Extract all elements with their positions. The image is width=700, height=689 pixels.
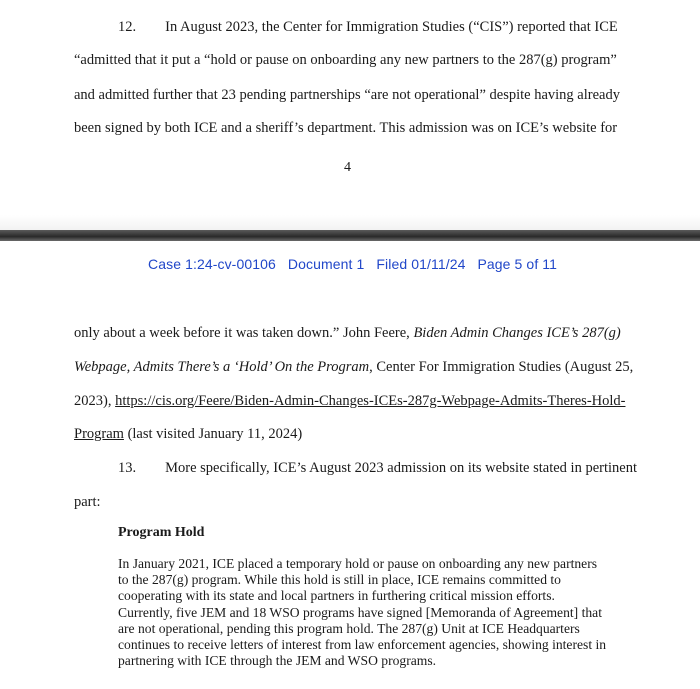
quote-line: partnering with ICE through the JEM and WSO programs. [118,653,437,668]
page-divider [0,230,700,241]
continuation-text: only about a week before it was taken down.” John Feere, [74,325,414,341]
paragraph-12-line-1: 12. In August 2023, the Center for Immigration Studies (“CIS”) reported that ICE [118,19,618,35]
quote-heading: Program Hold [118,525,205,540]
filed-date: Filed 01/11/24 [376,256,466,272]
citation-title: Biden Admin Changes ICE’s 287(g) [413,325,621,341]
continuation-line-2 [74,358,633,376]
citation-year: 2023), [74,393,116,409]
citation-title: Webpage, Admits There’s a ‘Hold’ On the Program [74,359,370,375]
continuation-line-3 [74,392,625,410]
citation-url[interactable]: https://cis.org/Feere/Biden-Admin-Changes-ICEs-287g-Webpage-Admits-Theres-Hold- [115,393,626,409]
quote-line: Currently, five JEM and 18 WSO programs have signed [Memoranda of Agreement] that [118,605,602,620]
citation-source: , Center For Immigration Studies (August 25, [369,359,634,375]
quote-line: are not operational, pending this program hold. The 287(g) Unit at ICE Headquarters [118,621,580,636]
document-label: Document 1 [287,256,365,272]
case-header [148,256,565,272]
page-indicator: Page 5 of 11 [477,256,558,272]
page-gap-shadow [0,215,700,230]
quote-line: to the 287(g) program. While this hold is still in place, ICE remains committed to [118,572,561,587]
citation-visited: (last visited January 11, 2024) [123,426,303,442]
continuation-line-1 [74,324,621,342]
quote-line: cooperating with its state and local partners in furthering critical mission efforts. [118,588,555,603]
paragraph-12-line-4: been signed by both ICE and a sheriff’s department. This admission was on ICE’s website for [74,120,618,136]
paragraph-12-line-2: “admitted that it put a “hold or pause on onboarding any new partners to the 287(g) program” [74,52,617,68]
paragraph-13-line-1: 13. More specifically, ICE’s August 2023 admission on its website stated in pertinent [118,460,637,476]
quote-line: continues to receive letters of interest from law enforcement agencies, showing interest in [118,637,607,652]
case-number: Case 1:24-cv-00106 [148,256,276,272]
page-number: 4 [344,160,351,175]
quote-line: In January 2021, ICE placed a temporary hold or pause on onboarding any new partners [118,556,598,571]
continuation-line-4 [74,425,302,443]
paragraph-13-line-2: part: [74,494,101,510]
paragraph-12-line-3: and admitted further that 23 pending partnerships “are not operational” despite having already [74,87,620,103]
citation-url-end[interactable]: Program [74,426,124,442]
